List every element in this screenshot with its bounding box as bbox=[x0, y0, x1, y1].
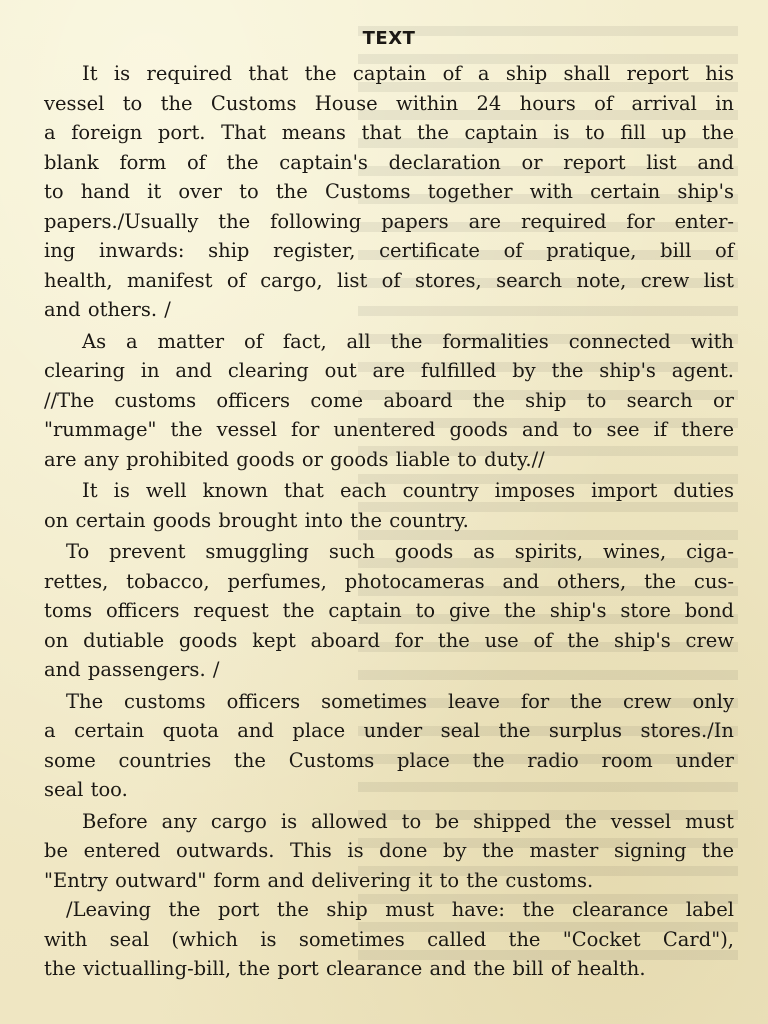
text-line: health, manifest of cargo, list of stores, search note, crew list bbox=[44, 268, 734, 292]
text-line: rettes, tobacco, perfumes, photocameras and others, the cus- bbox=[44, 569, 734, 593]
paragraph-4 bbox=[44, 537, 734, 685]
text-line: To prevent smuggling such goods as spirits, wines, ciga- bbox=[66, 540, 734, 563]
paragraph-3 bbox=[44, 476, 734, 535]
text-line: to hand it over to the Customs together with certain ship's bbox=[44, 180, 734, 203]
text-line: be entered outwards. This is done by the master signing the bbox=[44, 839, 734, 862]
text-line: ing inwards: ship register, certificate of pratique, bill of bbox=[44, 239, 734, 262]
paragraph-2 bbox=[44, 327, 734, 475]
text-line: on dutiable goods kept aboard for the use of the ship's crew bbox=[44, 628, 734, 652]
text-line: and passengers. / bbox=[44, 658, 220, 681]
text-line: and others. / bbox=[44, 298, 171, 321]
text-line: a foreign port. That means that the captain is to fill up the bbox=[44, 121, 734, 144]
text-line: //The customs officers come aboard the ship to search or bbox=[44, 388, 734, 412]
paragraph-6 bbox=[44, 807, 734, 984]
text-line: /Leaving the port the ship must have: the clearance label bbox=[66, 898, 734, 921]
text-line: The customs officers sometimes leave for the crew only bbox=[66, 689, 734, 713]
text-line: "Entry outward" form and delivering it to the customs. bbox=[44, 868, 594, 892]
text-line: a certain quota and place under seal the surplus stores./In bbox=[44, 719, 734, 742]
paragraph-5 bbox=[44, 687, 734, 805]
text-line: vessel to the Customs House within 24 hours of arrival in bbox=[44, 91, 734, 115]
text-line: papers./Usually the following papers are required for enter- bbox=[44, 209, 734, 233]
text-line: As a matter of fact, all the formalities connected with bbox=[82, 329, 734, 353]
text-line: with seal (which is sometimes called the "Cocket Card"), bbox=[44, 927, 734, 951]
text-line: clearing in and clearing out are fulfilled by the ship's agent. bbox=[44, 359, 734, 382]
text-line: "rummage" the vessel for unentered goods and to see if there bbox=[44, 418, 734, 441]
text-line: seal too. bbox=[44, 778, 128, 801]
text-line: are any prohibited goods or goods liable to duty.// bbox=[44, 447, 545, 471]
paragraph-1 bbox=[44, 59, 734, 325]
page-title: TEXT bbox=[362, 28, 416, 49]
text-line: It is well known that each country imposes import duties bbox=[82, 479, 734, 502]
text-line: It is required that the captain of a ship shall report his bbox=[82, 62, 734, 85]
text-line: blank form of the captain's declaration or report list and bbox=[44, 150, 734, 174]
text-line: on certain goods brought into the country. bbox=[44, 508, 469, 532]
document-page bbox=[44, 22, 734, 1012]
text-line: toms officers request the captain to give the ship's store bond bbox=[44, 599, 734, 622]
text-line: the victualling-bill, the port clearance and the bill of health. bbox=[44, 957, 646, 980]
text-line: some countries the Customs place the radio room under bbox=[44, 748, 734, 772]
text-line: Before any cargo is allowed to be shipped the vessel must bbox=[82, 809, 734, 833]
